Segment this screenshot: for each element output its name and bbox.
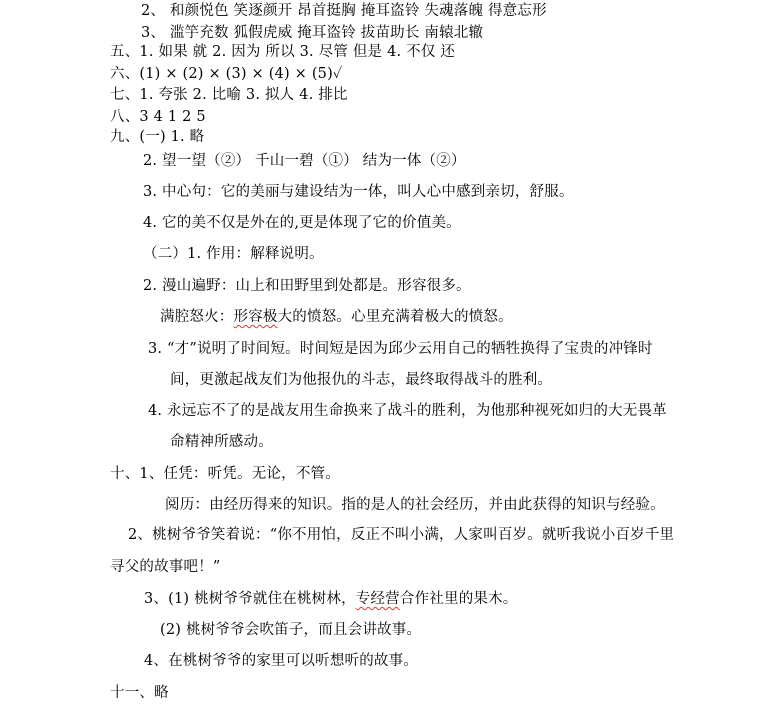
answer-line-9-4: 4. 它的美不仅是外在的,更是体现了它的价值美。 [143,215,461,231]
answer-line-9-part2-2b [160,308,513,326]
spellcheck-underlined-text: 专经营 [355,591,400,607]
answer-line-section-8: 八、3 4 1 2 5 [110,109,206,125]
answer-text: 3、(1) 桃树爷爷就住在桃树林， [144,591,356,607]
answer-line-idioms-3: 3、 滥竽充数 狐假虎威 掩耳盗铃 拔苗助长 南辕北辙 [141,25,484,41]
answer-line-9-part2-3b: 间，更激起战友们为他报仇的斗志，最终取得战斗的胜利。 [170,372,553,388]
answer-line-section-9: 九、(一) 1. 略 [110,129,205,145]
answer-line-9-part2-4b: 命精神所感动。 [170,434,273,450]
answer-text: 大的愤怒。心里充满着极大的愤怒。 [277,309,513,325]
answer-line-9-2: 2. 望一望（②） 千山一碧（①） 结为一体（②） [143,153,466,169]
spellcheck-underlined-text: 形容极 [233,309,278,325]
answer-line-9-3: 3. 中心句：它的美丽与建设结为一体，叫人心中感到亲切，舒服。 [143,184,574,200]
answer-line-10-2: 2、桃树爷爷笑着说：“你不用怕，反正不叫小满，人家叫百岁。就听我说小百岁千里 [128,527,675,543]
answer-text: 满腔怒火： [160,309,234,325]
answer-line-section-11: 十一、略 [110,685,169,701]
answer-text: 合作社里的果木。 [399,591,518,607]
answer-line-10-1b: 阅历：由经历得来的知识。指的是人的社会经历，并由此获得的知识与经验。 [165,497,665,513]
answer-line-section-7: 七、1. 夸张 2. 比喻 3. 拟人 4. 排比 [110,87,348,103]
answer-line-10-3b: (2) 桃树爷爷会吹笛子，而且会讲故事。 [160,622,422,638]
answer-line-idioms-2: 2、 和颜悦色 笑逐颜开 昂首挺胸 掩耳盗铃 失魂落魄 得意忘形 [141,3,547,19]
answer-line-10-2b: 寻父的故事吧！” [110,559,221,575]
answer-line-9-part2-4: 4. 永远忘不了的是战友用生命换来了战斗的胜利，为他那种视死如归的大无畏革 [148,403,667,419]
answer-line-9-part2: （二）1. 作用：解释说明。 [143,246,324,262]
answer-line-10-4: 4、在桃树爷爷的家里可以听想听的故事。 [144,653,419,669]
answer-line-section-5: 五、1. 如果 就 2. 因为 所以 3. 尽管 但是 4. 不仅 还 [110,44,456,60]
answer-line-9-part2-2: 2. 漫山遍野：山上和田野里到处都是。形容很多。 [143,278,471,294]
answer-line-section-6: 六、(1) × (2) × (3) × (4) × (5)✓ [110,66,343,82]
answer-line-9-part2-3: 3. “才”说明了时间短。时间短是因为邱少云用自己的牺牲换得了宝贵的冲锋时 [148,341,653,357]
answer-line-10-3 [144,590,518,608]
answer-line-section-10: 十、1、任凭：听凭。无论，不管。 [110,466,340,482]
